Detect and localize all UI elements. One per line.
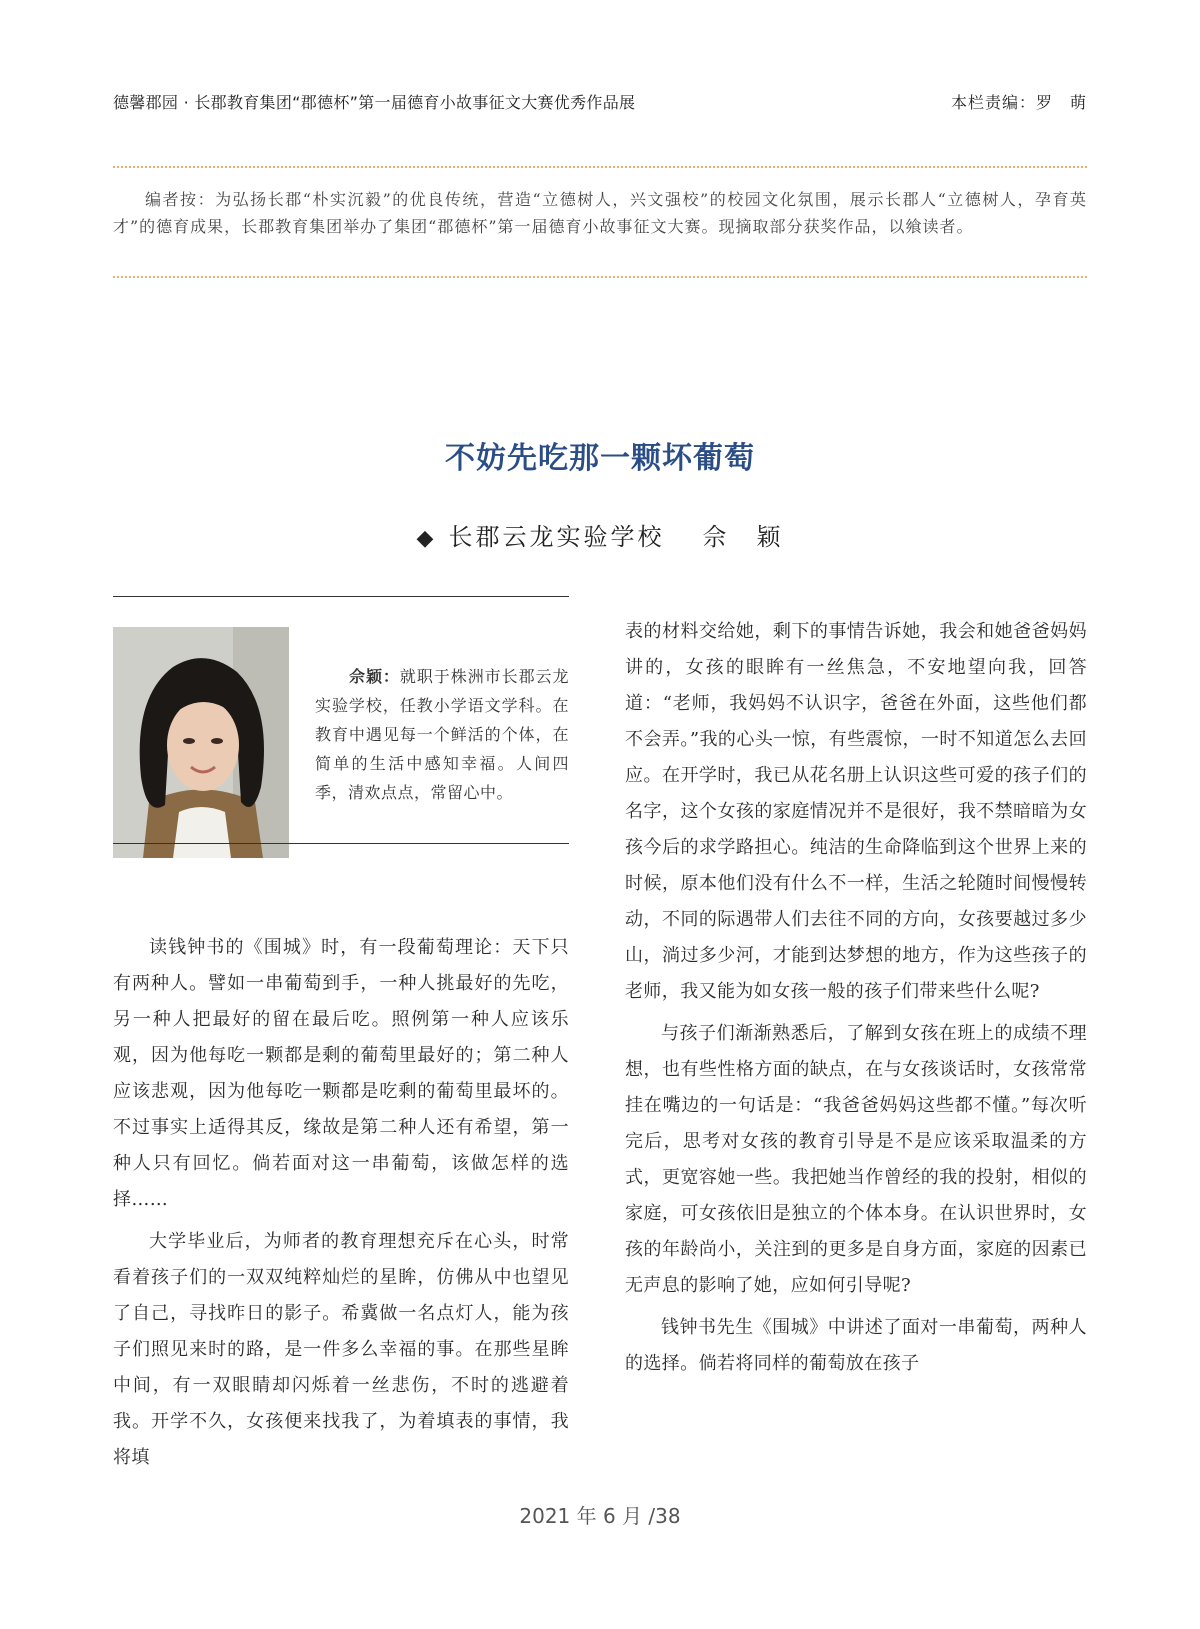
article-title: 不妨先吃那一颗坏葡萄 xyxy=(445,441,755,476)
author-name: 佘 颖 xyxy=(702,523,784,551)
byline xyxy=(0,517,1200,552)
author-school: 长郡云龙实验学校 xyxy=(448,523,665,551)
paragraph: 与孩子们渐渐熟悉后，了解到女孩在班上的成绩不理想，也有些性格方面的缺点，在与女孩谈话时，女孩常常挂在嘴边的一句话是：“我爸爸妈妈这些都不懂。”每次听完后，思考对女孩的教育引导是不是应该采取温柔的方式，更宽容她一些。我把她当作曾经的我的投射，相似的家庭，可女孩依旧是独立的个体本身。在认识世界时，女孩的年龄尚小，关注到的更多是自身方面，家庭的因素已无声息的影响了她，应如何引导呢? xyxy=(625,1023,1087,1296)
paragraph: 读钱钟书的《围城》时，有一段葡萄理论：天下只有两种人。譬如一串葡萄到手，一种人挑最好的先吃，另一种人把最好的留在最后吃。照例第一种人应该乐观，因为他每吃一颗都是剩的葡萄里最好的；第二种人应该悲观，因为他每吃一颗都是吃剩的葡萄里最坏的。不过事实上适得其反，缘故是第二种人还有希望，第一种人只有回忆。倘若面对这一串葡萄，该做怎样的选择…… xyxy=(113,937,569,1210)
article-column-left xyxy=(113,930,569,1482)
divider-top xyxy=(113,166,1087,168)
author-bio xyxy=(315,662,569,807)
bio-text: 就职于株洲市长郡云龙实验学校，任教小学语文学科。在教育中遇见每一个鲜活的个体，在简单的生活中感知幸福。人间四季，清欢点点，常留心中。 xyxy=(315,667,569,802)
divider-bottom xyxy=(113,276,1087,278)
page-footer: 2021 年 6 月 /38 xyxy=(519,1504,681,1528)
paragraph: 钱钟书先生《围城》中讲述了面对一串葡萄，两种人的选择。倘若将同样的葡萄放在孩子 xyxy=(625,1317,1087,1374)
bio-rule-bottom xyxy=(113,843,569,844)
article-column-right xyxy=(625,614,1087,1388)
editor-note: 编者按：为弘扬长郡“朴实沉毅”的优良传统，营造“立德树人，兴文强校”的校园文化氛围，展示长郡人“立德树人，孕育英才”的德育成果，长郡教育集团举办了集团“郡德杯”第一届德育小故事征文大赛。现摘取部分获奖作品，以飨读者。 xyxy=(113,190,1087,236)
diamond-icon: ◆ xyxy=(416,526,437,551)
header-column-title: 德馨郡园 · 长郡教育集团“郡德杯”第一届德育小故事征文大赛优秀作品展 xyxy=(113,93,636,112)
paragraph: 大学毕业后，为师者的教育理想充斥在心头，时常看着孩子们的一双双纯粹灿烂的星眸，仿佛从中也望见了自己，寻找昨日的影子。希冀做一名点灯人，能为孩子们照见来时的路，是一件多么幸福的事。在那些星眸中间，有一双眼睛却闪烁着一丝悲伤，不时的逃避着我。开学不久，女孩便来找我了，为着填表的事情，我将填 xyxy=(113,1231,569,1468)
bio-name: 佘颖： xyxy=(349,667,400,686)
author-photo xyxy=(113,627,289,858)
bio-rule-top xyxy=(113,596,569,597)
paragraph: 表的材料交给她，剩下的事情告诉她，我会和她爸爸妈妈讲的，女孩的眼眸有一丝焦急，不安地望向我，回答道：“老师，我妈妈不认识字，爸爸在外面，这些他们都不会弄。”我的心头一惊，有些震惊，一时不知道怎么去回应。在开学时，我已从花名册上认识这些可爱的孩子们的名字，这个女孩的家庭情况并不是很好，我不禁暗暗为女孩今后的求学路担心。纯洁的生命降临到这个世界上来的时候，原本他们没有什么不一样，生活之轮随时间慢慢转动，不同的际遇带人们去往不同的方向，女孩要越过多少山，淌过多少河，才能到达梦想的地方，作为这些孩子的老师，我又能为如女孩一般的孩子们带来些什么呢? xyxy=(625,621,1087,1002)
header-editor: 本栏责编：罗 萌 xyxy=(950,93,1087,112)
